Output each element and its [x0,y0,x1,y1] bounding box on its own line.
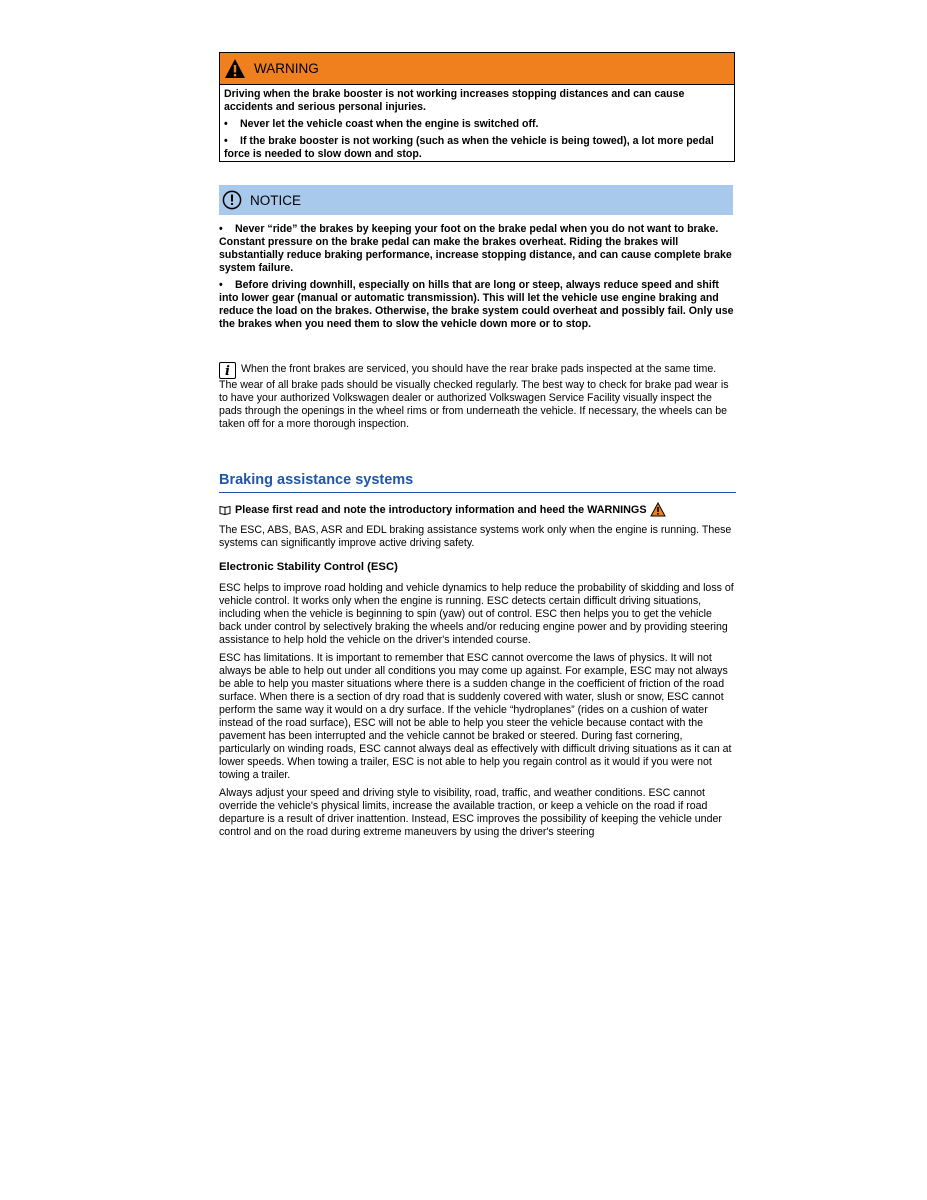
notice-header [219,185,733,215]
notice-bullet: • Never “ride” the brakes by keeping your foot on the brake pedal when you do not want to brake. Constant pressure on the brake pedal can make the brakes overheat. Riding the brakes will substantially reduce braking performance, increase stopping distance, and can cause complete brake system failure. [219,223,732,274]
warning-lead: Driving when the brake booster is not working increases stopping distances and can cause accidents and serious personal injuries. [224,88,685,113]
esc-paragraph: ESC has limitations. It is important to remember that ESC cannot overcome the laws of physics. It will not always be able to help out under all conditions you may come up against. For example, ESC may not always be able to help you master situations where there is a sudden change in the coefficient of friction of the road surface. When there is a section of dry road that is suddenly covered with water, slush or snow, ESC cannot perform the same way it would on a dry surface. If the vehicle “hydroplanes” (rides on a cushion of water instead of the road surface), ESC will not be able to help you steer the vehicle because contact with the pavement has been interrupted and the vehicle cannot be braked or steered. During fast cornering, particularly on winding roads, ESC cannot always deal as effectively with difficult driving situations as it can at lower speeds. When towing a trailer, ESC is not able to help you regain control as it would if you were not towing a trailer. [219,652,732,781]
intro-instruction-text: Please first read and note the introductory information and heed the WARNINGS [235,503,647,516]
section-heading: Braking assistance systems [219,472,736,493]
book-icon [219,505,231,515]
bullet-icon: • [219,223,223,235]
warning-body [220,85,734,161]
info-icon: i [219,362,236,379]
esc-subheading: Electronic Stability Control (ESC) [219,561,398,573]
bullet-icon: • [224,135,228,147]
bullet-icon: • [224,118,228,130]
intro-paragraph: The ESC, ABS, BAS, ASR and EDL braking assistance systems work only when the engine is running. These systems can significantly improve active driving safety. [219,524,732,549]
info-note-text: When the front brakes are serviced, you should have the rear brake pads inspected at the same time. The wear of all brake pads should be visually checked regularly. The best way to check for brake pad wear is to have your authorized Volkswagen dealer or authorized Volkswagen Service Facility visually inspect the pads through the openings in the wheel rims or from underneath the vehicle. If necessary, the wheels can be taken off for a more thorough inspection. [219,363,729,430]
bullet-icon: • [219,279,223,291]
notice-exclamation-icon [222,190,242,210]
warning-title: WARNING [254,61,319,76]
esc-paragraphs [219,582,735,844]
notice-title: NOTICE [250,192,302,208]
warning-header [220,53,734,85]
warning-triangle-icon [224,58,246,80]
notice-bullet: • Before driving downhill, especially on hills that are long or steep, always reduce speed and shift into lower gear (manual or automatic transmission). This will let the vehicle use engine braking and reduce the load on the brakes. Otherwise, the brake system could overheat and possibly fail. Only use the brakes when you need them to slow the vehicle down more or to stop. [219,279,734,330]
esc-paragraph: ESC helps to improve road holding and vehicle dynamics to help reduce the probability of skidding and loss of vehicle control. It works only when the engine is running. ESC detects certain difficult driving situations, including when the vehicle is beginning to spin (yaw) out of control. ESC then helps you to get the vehicle back under control by selectively braking the wheels and/or reducing engine power and by providing steering assistance to help hold the vehicle on the driver's intended course. [219,582,734,646]
warning-box [219,52,735,162]
notice-body [219,223,735,335]
intro-instruction [219,502,735,517]
esc-paragraph: Always adjust your speed and driving style to visibility, road, traffic, and weather conditions. ESC cannot override the vehicle's physical limits, increase the available traction, or keep a vehicle on the road if road departure is a result of driver inattention. Instead, ESC improves the possibility of keeping the vehicle under control and on the road during extreme maneuvers by using the driver's steering [219,787,722,838]
info-note [219,362,735,431]
warning-bullet: • If the brake booster is not working (such as when the vehicle is being towed), a lot more pedal force is needed to slow down and stop. [224,135,714,160]
warning-bullet: • Never let the vehicle coast when the engine is switched off. [224,118,539,130]
warning-small-icon [650,502,666,517]
